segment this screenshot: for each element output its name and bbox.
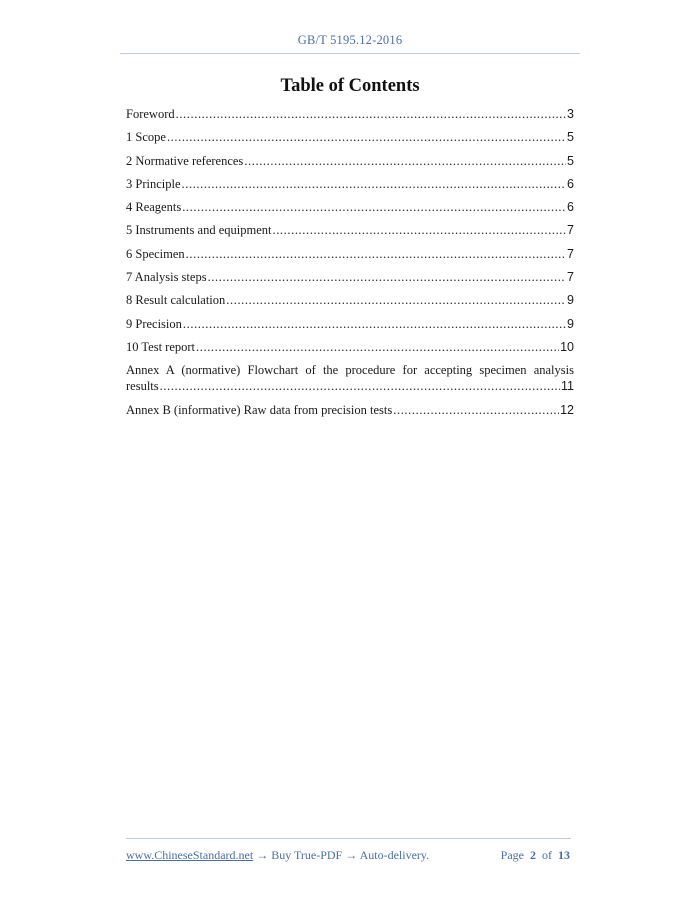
toc-leader-dots — [272, 222, 566, 238]
toc-page-number: 7 — [567, 246, 574, 261]
toc-entry-label: 2 Normative references — [126, 153, 244, 168]
toc-entry-instruments-and-equipment[interactable] — [126, 222, 574, 238]
toc-page-number: 3 — [567, 107, 574, 121]
toc-page-number: 5 — [567, 153, 574, 168]
delivery-text: Auto-delivery. — [359, 848, 430, 862]
toc-page-number: 6 — [567, 176, 574, 191]
page-current: 2 — [530, 848, 536, 862]
toc-entry-specimen[interactable] — [126, 246, 574, 262]
site-link[interactable]: www.ChineseStandard.net — [126, 848, 254, 862]
of-word: of — [542, 848, 552, 862]
toc-entry-label: 10 Test report — [126, 339, 196, 354]
toc-leader-dots — [182, 199, 566, 215]
toc-entry-principle[interactable] — [126, 176, 574, 192]
toc-page-number: 11 — [561, 379, 574, 394]
toc-entry-analysis-steps[interactable] — [126, 269, 574, 285]
toc-page-number: 5 — [567, 130, 574, 145]
header-standard-code: GB/T 5195.12-2016 — [297, 33, 403, 47]
arrow-right-icon: → — [345, 848, 358, 862]
toc-entry-label: 8 Result calculation — [126, 293, 226, 308]
toc-entry-label: Annex B (informative) Raw data from precision tests — [126, 402, 393, 417]
toc-leader-dots — [393, 402, 559, 418]
toc-page-number: 10 — [560, 339, 574, 354]
toc-leader-dots — [176, 106, 566, 122]
toc-leader-dots — [160, 378, 560, 394]
page-word: Page — [500, 848, 524, 862]
toc-leader-dots — [183, 316, 566, 332]
toc-entry-label: 1 Scope — [126, 130, 166, 145]
toc-page-number: 7 — [567, 223, 574, 238]
toc-leader-dots — [186, 246, 566, 262]
toc-entry-scope[interactable] — [126, 129, 574, 145]
toc-entry-foreword[interactable] — [126, 106, 574, 122]
toc-entry-label: 5 Instruments and equipment — [126, 223, 272, 238]
toc-page-number: 9 — [567, 293, 574, 308]
toc-entry-label: 7 Analysis steps — [126, 270, 207, 285]
toc-entry-precision[interactable] — [126, 316, 574, 332]
page-indicator — [501, 848, 570, 863]
toc-page-number: 6 — [567, 200, 574, 215]
toc-entry-label: 3 Principle — [126, 176, 181, 191]
toc-page-number: 7 — [567, 270, 574, 285]
table-of-contents — [126, 106, 574, 425]
footer-promo — [126, 848, 429, 863]
toc-entry-label: Foreword — [126, 107, 175, 121]
toc-entry-label: 6 Specimen — [126, 246, 185, 261]
toc-entry-annex-a[interactable] — [126, 362, 574, 394]
page-total: 13 — [558, 848, 570, 862]
toc-entry-label: 9 Precision — [126, 316, 182, 331]
buy-text: Buy True-PDF — [271, 848, 343, 862]
toc-entry-annex-b[interactable] — [126, 402, 574, 418]
toc-entry-label: 4 Reagents — [126, 200, 182, 215]
toc-leader-dots — [196, 339, 559, 355]
toc-leader-dots — [244, 153, 566, 169]
arrow-right-icon: → — [256, 848, 269, 862]
toc-leader-dots — [226, 292, 566, 308]
toc-page-number: 9 — [567, 316, 574, 331]
toc-entry-label-line1: Annex A (normative) Flowchart of the procedure for accepting specimen analysis — [126, 363, 574, 378]
header-divider — [120, 53, 580, 54]
toc-leader-dots — [182, 176, 567, 192]
toc-entry-normative-references[interactable] — [126, 153, 574, 169]
toc-leader-dots — [167, 129, 566, 145]
toc-page-number: 12 — [560, 402, 574, 417]
toc-entry-label-line2: results — [126, 379, 159, 394]
toc-entry-reagents[interactable] — [126, 199, 574, 215]
toc-entry-test-report[interactable] — [126, 339, 574, 355]
page-title: Table of Contents — [280, 76, 420, 96]
footer-divider — [126, 838, 571, 839]
toc-leader-dots — [208, 269, 566, 285]
toc-entry-result-calculation[interactable] — [126, 292, 574, 308]
